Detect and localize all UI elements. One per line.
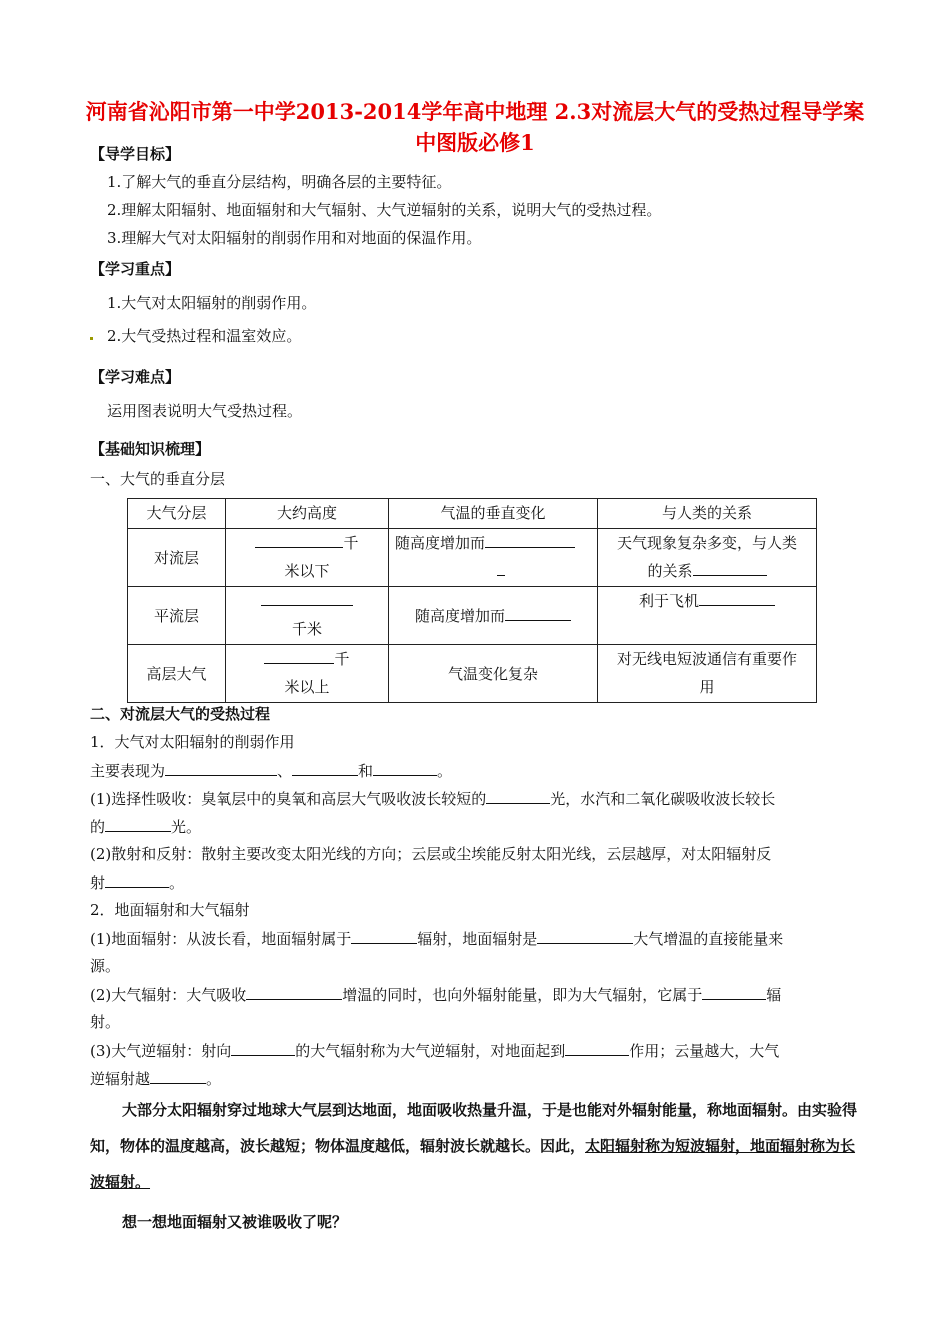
fill-blank <box>292 759 358 776</box>
layer-name: 平流层 <box>128 587 226 645</box>
table-header: 大气分层 <box>128 499 226 529</box>
fill-blank <box>537 927 633 944</box>
fill-blank <box>261 589 353 606</box>
fill-blank <box>255 531 343 548</box>
fill-blank <box>565 1039 629 1056</box>
counter-radiation-line1: (3)大气逆辐射：射向 的大气辐射称为大气逆辐射，对地面起到 作用；云量越大，大气 <box>90 1039 779 1062</box>
fill-blank <box>105 871 169 888</box>
atmo-radiation-line1: (2)大气辐射：大气吸收 增温的同时，也向外辐射能量，即为大气辐射，它属于 辐 <box>90 983 781 1006</box>
height-cell <box>226 587 389 645</box>
fill-blank <box>693 559 767 576</box>
relation-cell <box>598 587 817 645</box>
fill-blank <box>702 983 766 1000</box>
height-suffix: 千 <box>343 534 359 552</box>
fill-blank <box>497 559 505 576</box>
section-2-heading: 二、对流层大气的受热过程 <box>90 705 271 723</box>
think-question: 想一想地面辐射又被谁吸收了呢？ <box>122 1213 348 1231</box>
atmo-radiation-line2: 射。 <box>90 1013 121 1031</box>
fill-blank <box>150 1067 206 1084</box>
ground-radiation-line1: (1)地面辐射：从波长看，地面辐射属于 辐射，地面辐射是 大气增温的直接能量来 <box>90 927 783 950</box>
relation-cell <box>598 645 817 703</box>
temp-cell <box>389 529 598 587</box>
note-paragraph: 大部分太阳辐射穿过地球大气层到达地面，地面吸收热量升温，于是也能对外辐射能量，称地面辐射。由实验得知，物体的温度越高，波长越短；物体温度越低，辐射波长就越长。因此，太阳辐射称为短波辐射，地面辐射称为长波辐射。 <box>90 1101 858 1191</box>
counter-radiation-line2: 逆辐射越 。 <box>90 1067 221 1090</box>
layer-name: 对流层 <box>128 529 226 587</box>
fill-blank <box>231 1039 295 1056</box>
table-header: 与人类的关系 <box>598 499 817 529</box>
fill-blank <box>699 589 775 606</box>
relation-text: 利于飞机 <box>638 592 699 610</box>
goal-item: 1.了解大气的垂直分层结构，明确各层的主要特征。 <box>107 173 452 191</box>
page-title: 河南省沁阳市第一中学2013-2014学年高中地理 2.3对流层大气的受热过程导学案 中图版必修1 <box>85 99 865 155</box>
relation-cell <box>598 529 817 587</box>
height-line2: 米以上 <box>284 678 330 696</box>
ground-radiation-line2: 源。 <box>90 957 121 975</box>
scattering-line2: 射 。 <box>90 871 184 894</box>
atmosphere-layers-table <box>127 498 817 703</box>
selective-absorption-line1: (1)选择性吸收：臭氧层中的臭氧和高层大气吸收波长较短的 光，水汽和二氧化碳吸收波长较长 <box>90 787 775 810</box>
subsection-title: 1．大气对太阳辐射的削弱作用 <box>90 733 295 751</box>
stray-mark <box>90 337 93 340</box>
temp-cell <box>389 587 598 645</box>
fill-blank <box>486 787 550 804</box>
difficulties-text: 运用图表说明大气受热过程。 <box>107 402 303 420</box>
key-points-heading: 【学习重点】 <box>90 260 181 278</box>
fill-blank <box>246 983 342 1000</box>
basics-heading: 【基础知识梳理】 <box>90 440 211 458</box>
height-line2: 米以下 <box>284 562 330 580</box>
layer-name: 高层大气 <box>128 645 226 703</box>
fill-blank <box>485 531 575 548</box>
main-manifestation-line: 主要表现为 、 和 。 <box>90 759 452 782</box>
scattering-line1: (2)散射和反射：散射主要改变太阳光线的方向；云层或尘埃能反射太阳光线，云层越厚，对太阳辐射反 <box>90 845 772 863</box>
height-cell <box>226 529 389 587</box>
fill-blank <box>505 604 571 621</box>
relation-text-2: 用 <box>699 678 715 696</box>
goal-item: 3.理解大气对太阳辐射的削弱作用和对地面的保温作用。 <box>107 229 482 247</box>
selective-absorption-line2: 的 光。 <box>90 815 201 838</box>
table-header: 大约高度 <box>226 499 389 529</box>
section-1-title: 一、大气的垂直分层 <box>90 470 226 488</box>
fill-blank <box>351 927 417 944</box>
key-point-item: 1.大气对太阳辐射的削弱作用。 <box>107 294 317 312</box>
fill-blank <box>264 647 334 664</box>
relation-text: 天气现象复杂多变，与人类 <box>616 534 797 552</box>
relation-text: 对无线电短波通信有重要作 <box>616 650 797 668</box>
fill-blank <box>165 759 277 776</box>
height-suffix: 千 <box>334 650 350 668</box>
height-cell <box>226 645 389 703</box>
key-point-item: 2.大气受热过程和温室效应。 <box>107 327 302 345</box>
height-line2: 千米 <box>291 620 322 638</box>
goals-heading: 【导学目标】 <box>90 145 181 163</box>
note-underlined: 太阳辐射称为短波辐射，地面辐射称为长波辐射。 <box>90 1137 856 1191</box>
goal-item: 2.理解太阳辐射、地面辐射和大气辐射、大气逆辐射的关系，说明大气的受热过程。 <box>107 201 662 219</box>
temp-text: 随高度增加而 <box>395 534 486 552</box>
temp-text: 随高度增加而 <box>414 606 505 625</box>
temp-cell: 气温变化复杂 <box>389 645 598 703</box>
fill-blank <box>105 815 171 832</box>
subsection-title: 2．地面辐射和大气辐射 <box>90 901 250 919</box>
fill-blank <box>373 759 437 776</box>
difficulties-heading: 【学习难点】 <box>90 368 181 386</box>
table-header: 气温的垂直变化 <box>389 499 598 529</box>
relation-text-2: 的关系 <box>647 562 693 580</box>
